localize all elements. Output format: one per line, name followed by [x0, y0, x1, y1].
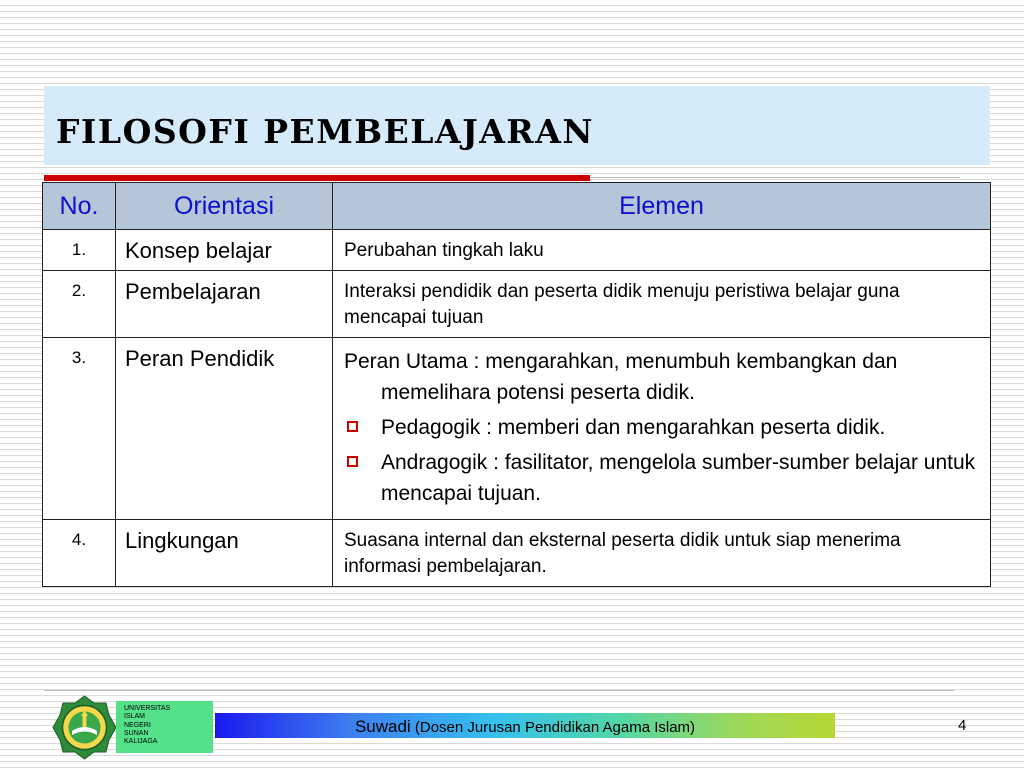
row-number: 2. [43, 271, 116, 338]
row-orientasi: Peran Pendidik [116, 338, 333, 520]
row-elemen: Interaksi pendidik dan peserta didik menuju peristiwa belajar guna mencapai tujuan [333, 271, 991, 338]
square-bullet-icon [347, 456, 358, 467]
header-orientasi: Orientasi [116, 183, 333, 230]
table-row [43, 271, 991, 338]
elemen-intro: Peran Utama : mengarahkan, menumbuh kembangkan dan memelihara potensi peserta didik. [344, 350, 898, 404]
row-elemen: Perubahan tingkah laku [333, 230, 991, 271]
logo-line: SUNAN [124, 729, 149, 737]
bullet-text: Pedagogik : memberi dan mengarahkan peserta didik. [381, 416, 886, 439]
row-orientasi: Lingkungan [116, 520, 333, 587]
footer-author: Suwadi [354, 717, 411, 736]
header-no: No. [43, 183, 116, 230]
table-header-row [43, 183, 991, 230]
header-elemen: Elemen [333, 183, 991, 230]
university-name-box [116, 701, 213, 753]
row-elemen: Suasana internal dan eksternal peserta didik untuk siap menerima informasi pembelajaran. [333, 520, 991, 587]
row-orientasi: Konsep belajar [116, 230, 333, 271]
divider-line [590, 177, 960, 178]
university-name [124, 705, 170, 746]
list-item [344, 447, 980, 509]
footer-affiliation: (Dosen Jurusan Pendidikan Agama Islam) [414, 719, 696, 736]
bullet-text: Andragogik : fasilitator, mengelola sumber-sumber belajar untuk mencapai tujuan. [381, 451, 976, 505]
university-logo [52, 695, 117, 760]
slide-title: FILOSOFI PEMBELAJARAN [56, 112, 595, 151]
row-number: 1. [43, 230, 116, 271]
footer-bar [215, 713, 835, 738]
uin-sunan-kalijaga-logo-icon [52, 695, 117, 760]
square-bullet-icon [347, 421, 358, 432]
red-accent-bar [44, 175, 590, 181]
filosofi-table [42, 182, 991, 587]
logo-line: UNIVERSITAS [124, 705, 171, 712]
footer-text [215, 717, 835, 737]
table-row [43, 520, 991, 587]
logo-line: KALIJAGA [124, 738, 158, 746]
title-bar [44, 86, 990, 165]
row-number: 3. [43, 338, 116, 520]
row-elemen [333, 338, 991, 520]
logo-line: ISLAM [124, 713, 146, 721]
page-number: 4 [958, 717, 967, 734]
table-row [43, 338, 991, 520]
list-item [344, 412, 980, 443]
table-row [43, 230, 991, 271]
row-orientasi: Pembelajaran [116, 271, 333, 338]
footer-divider [44, 690, 954, 691]
logo-line: NEGERI [124, 721, 151, 729]
row-number: 4. [43, 520, 116, 587]
